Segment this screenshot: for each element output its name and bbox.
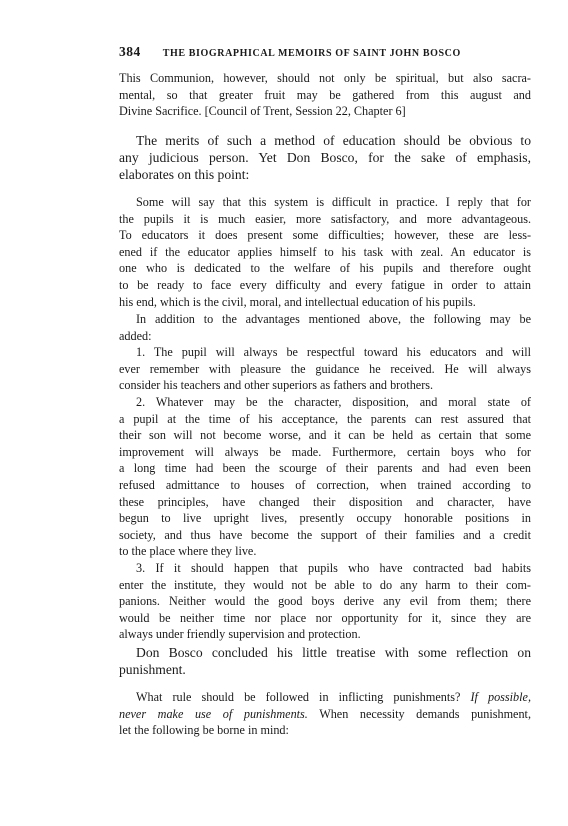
point-three-paragraph (119, 560, 531, 643)
italic-text-run: never make use of punishments. (119, 706, 308, 721)
text-line: Some will say that this system is difficult in practice. I reply that for (136, 195, 531, 209)
page-number: 384 (119, 44, 141, 59)
text-line: punishment. (119, 662, 186, 678)
text-run: When necessity demands punishment, (307, 706, 531, 721)
text-line: ever remember with pleasure the guidance he received. He will always (119, 361, 531, 376)
text-line: let the following be borne in mind: (119, 723, 289, 738)
text-line: In addition to the advantages mentioned above, the following may be (136, 312, 531, 326)
text-line: their son will not become worse, and it can be held as certain that some (119, 428, 531, 443)
text-line: Don Bosco concluded his little treatise with some reflection on (136, 645, 531, 660)
system-difficulty-paragraph (119, 194, 531, 310)
text-line: his end, which is the civil, moral, and intellectual education of his pupils. (119, 294, 476, 309)
text-line: 3. If it should happen that pupils who have contracted bad habits (136, 561, 531, 575)
italic-text-run: If possible, (470, 690, 531, 704)
merits-paragraph (119, 132, 531, 184)
text-line: a long time had been the scourge of their parents and had even been (119, 461, 531, 476)
text-line: Divine Sacrifice. [Council of Trent, Session 22, Chapter 6] (119, 104, 406, 119)
text-line: a pupil at the time of his acceptance, the parents can rest assured that (119, 411, 531, 426)
text-line (119, 689, 531, 706)
text-line: mental, so that greater fruit may be gathered from this august and (119, 87, 531, 102)
text-line: 2. Whatever may be the character, disposition, and moral state of (136, 395, 531, 409)
text-line: the pupils it is much easier, more satisfactory, and more advantageous. (119, 211, 531, 226)
text-line: This Communion, however, should not only be spiritual, but also sacra- (119, 71, 531, 85)
page-header (119, 44, 531, 60)
text-line: added: (119, 328, 152, 343)
text-line (119, 706, 531, 723)
text-line: improvement will always be made. Furthermore, certain boys who for (119, 444, 531, 459)
text-line: begun to live upright lives, presently occupy honorable positions in (119, 511, 531, 526)
point-two-paragraph (119, 394, 531, 560)
punishment-rule-paragraph (119, 689, 531, 739)
conclusion-paragraph (119, 644, 531, 678)
text-line: society, and thus have become the support of their families and a credit (119, 527, 531, 542)
text-line: To educators it does present some difficulties; however, these are less- (119, 228, 531, 243)
communion-paragraph (119, 70, 531, 120)
text-line: refused admittance to houses of correction, when trained according to (119, 477, 531, 492)
point-one-paragraph (119, 344, 531, 394)
text-line: would be neither time nor place nor opportunity for it, since they are (119, 610, 531, 625)
advantages-intro-paragraph (119, 311, 531, 344)
text-run: What rule should be followed in inflicting punishments? (136, 690, 471, 704)
text-line: always under friendly supervision and protection. (119, 627, 361, 642)
text-line: consider his teachers and other superiors as fathers and brothers. (119, 378, 434, 393)
text-line: to be ready to face every difficulty and every fatigue in order to attain (119, 277, 531, 292)
text-line: enter the institute, they would not be able to do any harm to their com- (119, 577, 531, 592)
text-line: ened if the educator applies himself to his task with zeal. An educator is (119, 244, 531, 259)
text-line: these principles, have changed their disposition and character, have (119, 494, 531, 509)
text-line: panions. Neither would the good boys derive any evil from them; there (119, 594, 531, 609)
text-line: to the place where they live. (119, 544, 257, 559)
running-title: THE BIOGRAPHICAL MEMOIRS OF SAINT JOHN BOSCO (162, 48, 461, 59)
text-line: elaborates on this point: (119, 167, 250, 183)
text-line: 1. The pupil will always be respectful toward his educators and will (136, 345, 531, 359)
text-line: any judicious person. Yet Don Bosco, for the sake of emphasis, (119, 150, 531, 166)
text-line: The merits of such a method of education should be obvious to (136, 133, 531, 148)
text-line: one who is dedicated to the welfare of his pupils and therefore ought (119, 261, 531, 276)
